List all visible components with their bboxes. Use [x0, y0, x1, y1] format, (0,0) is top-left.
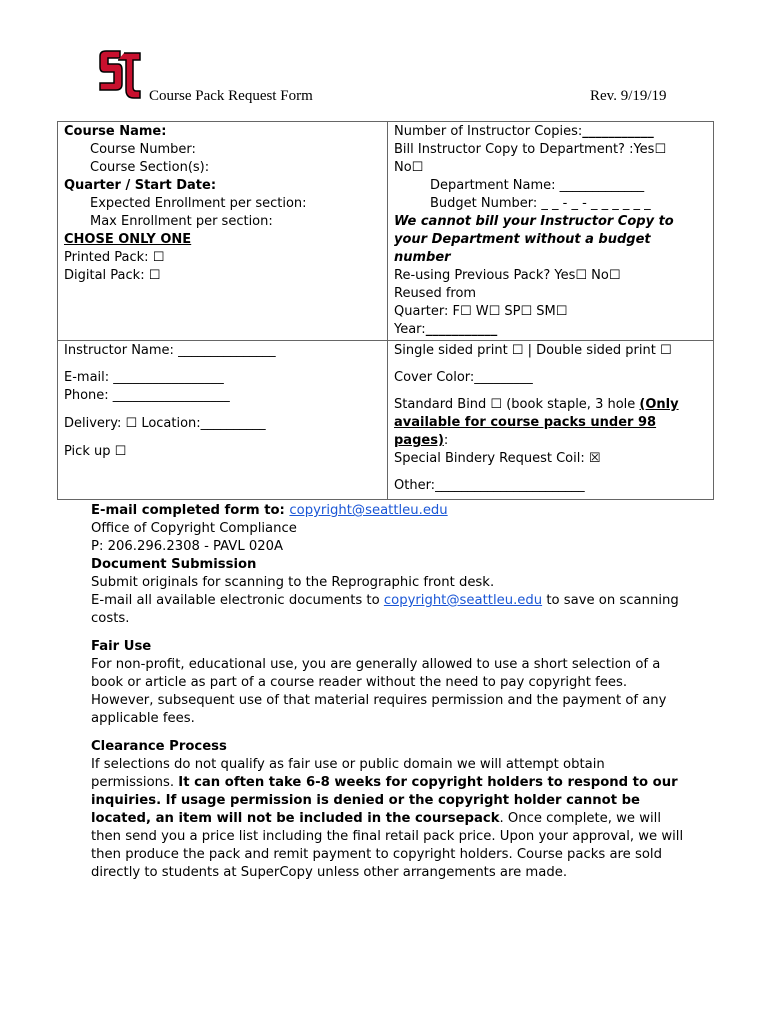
- max-enrollment-label[interactable]: Max Enrollment per section:: [90, 214, 273, 229]
- standard-bind-label: Standard Bind ☐ (book staple, 3 hole: [394, 397, 640, 412]
- revision-date: Rev. 9/19/19: [590, 88, 667, 104]
- email-instruction-label: E-mail completed form to:: [91, 503, 290, 518]
- info-section: [91, 502, 691, 882]
- bill-department-yes-checkbox[interactable]: Bill Instructor Copy to Department? :Yes☐: [394, 142, 667, 157]
- instructor-copies-field[interactable]: [394, 123, 707, 141]
- doc-line2-post: to save on scanning costs.: [91, 593, 679, 626]
- instructor-copies-label: Number of Instructor Copies:: [394, 124, 583, 139]
- course-number-label[interactable]: Course Number:: [90, 142, 196, 157]
- other-field[interactable]: Other:_______________________: [394, 478, 585, 493]
- year-blank[interactable]: ___________: [425, 322, 498, 337]
- clearance-bold: It can often take 6-8 weeks for copyright holders to respond to our inquiries. If usage permission is denied or the copyright holder cannot be located, an item will not be included in the coursepack: [91, 775, 678, 826]
- printed-pack-checkbox[interactable]: Printed Pack: ☐: [64, 250, 165, 265]
- budget-number-field[interactable]: Budget Number: _ _ - _ - _ _ _ _ _ _: [430, 196, 651, 211]
- chose-only-one-heading: CHOSE ONLY ONE: [64, 232, 192, 247]
- clearance-heading: Clearance Process: [91, 739, 227, 754]
- document-submission-heading: Document Submission: [91, 557, 257, 572]
- quarter-start-label[interactable]: Quarter / Start Date:: [64, 178, 217, 193]
- office-phone: P: 206.296.2308 - PAVL 020A: [91, 539, 284, 554]
- office-name: Office of Copyright Compliance: [91, 521, 297, 536]
- pickup-checkbox[interactable]: Pick up ☐: [64, 444, 127, 459]
- digital-pack-checkbox[interactable]: Digital Pack: ☐: [64, 268, 161, 283]
- request-form-table: [57, 121, 714, 500]
- email-field[interactable]: E-mail: _________________: [64, 370, 224, 385]
- fair-use-text: For non-profit, educational use, you are generally allowed to use a short selection of a book or article as part of a course reader without the need to pay copyright fees. However, subsequent use of that material requires permission and the payment of any applicable fees.: [91, 657, 667, 726]
- billing-cell: [388, 122, 714, 341]
- reusing-pack-checkbox[interactable]: Re-using Previous Pack? Yes☐ No☐: [394, 268, 621, 283]
- phone-field[interactable]: Phone: __________________: [64, 388, 230, 403]
- clearance-text-2: . Once complete, we will then send you a price list including the final retail pack price. Upon your approval, we will then produce the pack and remit payment to copyright holders. Course packs are sold directly to students at SuperCopy unless other arrangements are made.: [91, 811, 684, 880]
- document-submission-line1: Submit originals for scanning to the Reprographic front desk.: [91, 575, 495, 590]
- reused-from-label: Reused from: [394, 286, 477, 301]
- instructor-cell: [58, 341, 388, 500]
- fair-use-heading: Fair Use: [91, 639, 152, 654]
- seattle-university-logo: [96, 50, 142, 100]
- department-name-field[interactable]: Department Name: _____________: [430, 178, 645, 193]
- course-name-label[interactable]: Course Name:: [64, 124, 167, 139]
- clearance-text: [91, 756, 691, 882]
- expected-enrollment-label[interactable]: Expected Enrollment per section:: [90, 196, 307, 211]
- year-label: Year:: [394, 322, 426, 337]
- print-sided-options[interactable]: Single sided print ☐ | Double sided print ☐: [394, 343, 672, 358]
- standard-bind-note: (Only available for course packs under 98 pages): [394, 397, 679, 448]
- print-options-cell: [388, 341, 714, 500]
- delivery-checkbox[interactable]: Delivery: ☐ Location:__________: [64, 416, 266, 431]
- year-field[interactable]: [394, 321, 707, 339]
- form-title: Course Pack Request Form: [149, 88, 313, 104]
- email-instruction: [91, 502, 691, 520]
- special-bindery-checkbox[interactable]: Special Bindery Request Coil: ☒: [394, 451, 601, 466]
- course-sections-label[interactable]: Course Section(s):: [90, 160, 210, 175]
- standard-bind-colon: :: [443, 433, 449, 448]
- course-info-cell: [58, 122, 388, 341]
- instructor-copies-blank[interactable]: ___________: [582, 124, 654, 139]
- copyright-email-link-2[interactable]: copyright@seattleu.edu: [383, 593, 543, 608]
- instructor-name-field[interactable]: Instructor Name: _______________: [64, 343, 276, 358]
- doc-line2-pre: E-mail all available electronic documents to: [91, 593, 384, 608]
- cover-color-field[interactable]: Cover Color:_________: [394, 370, 533, 385]
- copyright-email-link[interactable]: copyright@seattleu.edu: [289, 503, 448, 518]
- bill-department-no-checkbox[interactable]: No☐: [394, 160, 424, 175]
- quarter-checkboxes[interactable]: Quarter: F☐ W☐ SP☐ SM☐: [394, 304, 568, 319]
- standard-bind-checkbox[interactable]: [394, 396, 707, 450]
- budget-warning: We cannot bill your Instructor Copy to your Department without a budget number: [394, 214, 674, 265]
- document-submission-line2: [91, 592, 691, 628]
- clearance-text-1: If selections do not qualify as fair use or public domain we will attempt obtain permissions.: [91, 757, 605, 790]
